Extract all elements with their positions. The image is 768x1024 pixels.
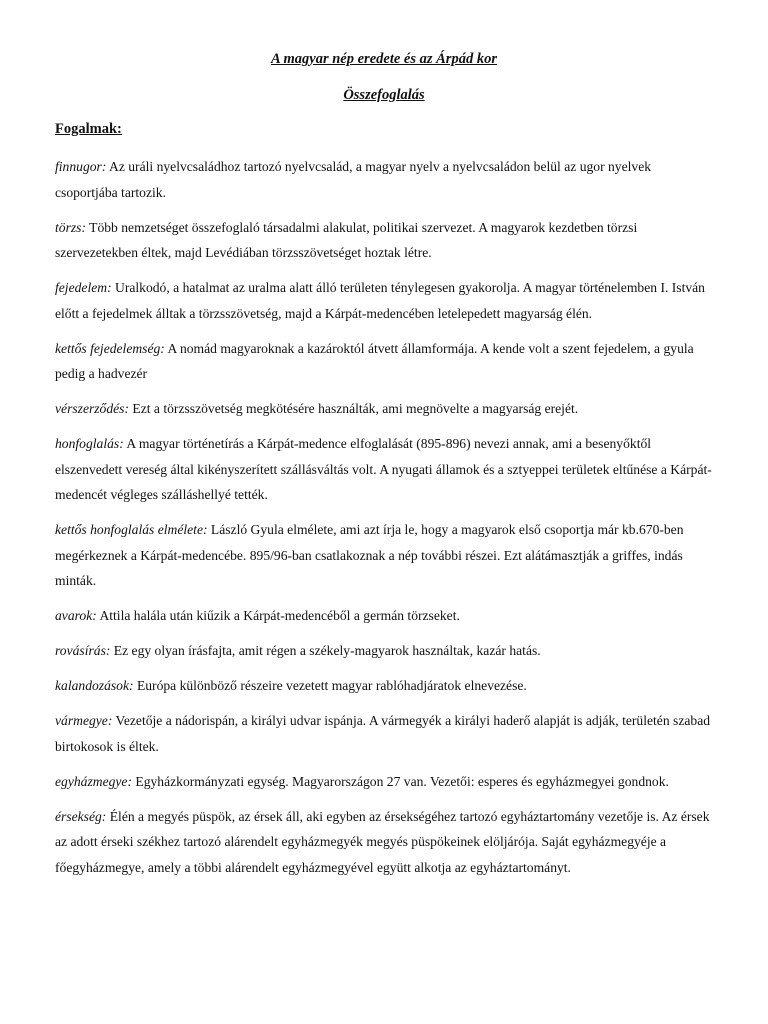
definition-text: Uralkodó, a hatalmat az uralma alatt álló területen ténylegesen gyakorolja. A magyar történelemben I. István előtt a fejedelmek álltak a törzsszövetség, majd a Kárpát-medencében letelepedett magyarság élén.	[55, 280, 705, 321]
definition-term: törzs:	[55, 219, 86, 235]
definition-entry	[55, 769, 715, 795]
definition-text: A magyar történetírás a Kárpát-medence elfoglalását (895-896) nevezi annak, ami a besenyőktől elszenvedett vereség által kikényszerített szállásváltás volt. A nyugati államok és a sztyeppei területek eltűnése a Kárpát-medencét végleges szálláshellyé tették.	[55, 436, 712, 502]
definition-entry	[55, 708, 715, 759]
definition-text: Az uráli nyelvcsaládhoz tartozó nyelvcsalád, a magyar nyelv a nyelvcsaládon belül az ugor nyelvek csoportjába tartozik.	[55, 159, 652, 200]
definition-term: avarok:	[55, 608, 97, 623]
definition-text: Attila halála után kiűzik a Kárpát-medencéből a germán törzseket.	[99, 608, 460, 623]
definition-entry	[55, 275, 715, 326]
definition-entry	[55, 517, 715, 594]
definition-term: kettős honfoglalás elmélete:	[55, 522, 208, 537]
definition-text: László Gyula elmélete, ami azt írja le, hogy a magyarok első csoportja már kb.670-ben megérkeznek a Kárpát-medencébe. 895/96-ban csatlakoznak a nép további részei. Ezt alátámasztják a griffes, indás minták.	[55, 522, 684, 588]
definition-entry	[55, 431, 715, 508]
definition-term: fejedelem:	[55, 280, 112, 295]
definition-entry	[55, 396, 715, 422]
section-heading: Fogalmak:	[55, 121, 122, 137]
definition-text: Ezt a törzsszövetség megkötésére használták, ami megnövelte a magyarság erejét.	[132, 401, 579, 416]
definition-entry	[55, 603, 715, 629]
definition-entry	[55, 336, 715, 387]
definition-text: Élén a megyés püspök, az érsek áll, aki egyben az érsekségéhez tartozó egyháztartomány vezetője is. Az érsek az adott érseki székhez tartozó alárendelt egyházmegyék megyés püspökeinek elöljárója. Saját egyházmegyéje a főegyházmegye, amely a többi alárendelt egyházmegyével együtt alkotja az egyháztartományt.	[55, 808, 710, 875]
definition-text: Ez egy olyan írásfajta, amit régen a székely-magyarok használtak, kazár hatás.	[113, 643, 541, 658]
definition-term: rovásírás:	[55, 643, 111, 658]
definition-entry	[55, 638, 715, 664]
document-title: A magyar nép eredete és az Árpád kor	[271, 51, 497, 67]
definition-term: kettős fejedelemség:	[55, 340, 165, 356]
definition-text: Vezetője a nádorispán, a királyi udvar ispánja. A vármegyék a királyi haderő alapját is adják, területén szabad birtokosok is éltek.	[55, 713, 711, 754]
definition-text: A nomád magyaroknak a kazároktól átvett államformája. A kende volt a szent fejedelem, a gyula pedig a hadvezér	[55, 340, 694, 381]
definition-term: honfoglalás:	[55, 436, 124, 451]
definition-entry	[55, 673, 715, 699]
definition-entry	[55, 804, 715, 881]
definition-term: finnugor:	[55, 159, 107, 174]
definition-text: Európa különböző részeire vezetett magyar rablóhadjáratok elnevezése.	[136, 678, 527, 693]
document-subtitle: Összefoglalás	[343, 87, 425, 103]
definition-text: Több nemzetséget összefoglaló társadalmi alakulat, politikai szervezet. A magyarok kezdetben törzsi szervezetekben éltek, majd Levédiában törzsszövetséget hoztak létre.	[55, 219, 638, 260]
definition-term: kalandozások:	[55, 678, 134, 693]
definition-term: egyházmegye:	[55, 773, 132, 789]
definition-entry	[55, 154, 715, 205]
definition-term: érsekség:	[55, 808, 107, 824]
definitions-list	[55, 154, 715, 890]
definition-entry	[55, 215, 715, 266]
definition-term: vérszerződés:	[55, 401, 129, 416]
definition-text: Egyházkormányzati egység. Magyarországon 27 van. Vezetői: esperes és egyházmegyei gondnok.	[135, 773, 669, 789]
definition-term: vármegye:	[55, 713, 113, 728]
